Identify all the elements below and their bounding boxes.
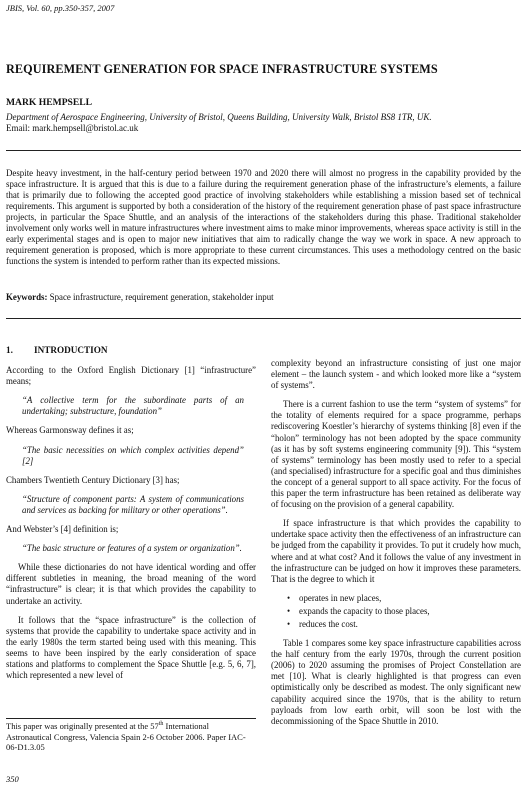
footnote-suffix: International Astronautical Congress, Valencia Spain 2-6 October 2006. Paper IAC-06-D1.3.05 [6,721,246,753]
paragraph: Whereas Garmonsway defines it as; [6,425,134,436]
list-item: • operates in new places, [287,593,521,604]
author-email: Email: mark.hempsell@bristol.ac.uk [6,123,139,133]
footnote-sup: th [158,721,164,728]
quote: “Structure of component parts: A system of communications and services as backing for military or other operations”. [22,493,244,515]
page-number: 350 [6,774,19,784]
abstract-bottom-rule [6,318,521,319]
keywords-text: Space infrastructure, requirement generation, stakeholder input [49,292,274,302]
author-affiliation: Department of Aerospace Engineering, University of Bristol, Queens Building, University Walk, Bristol BS8 1TR, UK. [6,112,432,122]
abstract-top-rule [6,150,521,151]
abstract: Despite heavy investment, in the half-century period between 1970 and 2020 there will almost no progress in the capability provided by the space infrastructure. It is argued that this is due to a failure during the requirement generation phase of the infrastructure’s elements, a failure that is primarily due to following the accepted good practice of involving stakeholders while establishing a mission based set of technical requirements. This argument is supported by both a consideration of the history of the requirement generation phase of past space infrastructure projects, in particular the Space Shuttle, and an analysis of the interactions of the stakeholders during this phase. Traditional stakeholder involvement only works well in mature infrastructures where investment aims to make minor improvements, whereas space activity is still in the early experimental stages and is open to major new initiatives that aim to radically change the way we work in space. A new approach to requirement generation is proposed, which is more appropriate to these current circumstances. This uses a methodology centred on the basic functions the system is intended to perform rather than its expected missions. [6,168,521,267]
footnote-rule [6,718,256,719]
capability-list [287,593,521,630]
running-head: JBIS, Vol. 60, pp.350-357, 2007 [6,3,115,13]
paragraph: complexity beyond an infrastructure consisting of just one major element – the launch system - and which looked more like a “system of systems”. [271,358,521,391]
paragraph: While these dictionaries do not have identical wording and offer different subtleties in meaning, the broad meaning of the word “infrastructure” is clear; it is that which provides the capability to undertake an activity. [6,562,256,606]
author-name: MARK HEMPSELL [6,97,93,108]
paragraph: If space infrastructure is that which provides the capability to undertake space activity then the effectiveness of an infrastructure can be judged from the capability it provides. To put it crudely how much, where and at what cost? And it follows the value of any investment in the infrastructure can be judged on how it improves these parameters. That is the degree to which it [271,518,521,584]
paragraph: Chambers Twentieth Century Dictionary [3] has; [6,474,180,485]
section-title: INTRODUCTION [34,345,108,355]
footnote [6,721,256,753]
section-number: 1. [6,345,13,355]
right-column [271,358,521,735]
paper-title: REQUIREMENT GENERATION FOR SPACE INFRASTRUCTURE SYSTEMS [6,62,438,76]
quote: “The basic necessities on which complex activities depend” [2] [22,444,244,466]
paragraph: There is a current fashion to use the term “system of systems” for the totality of elements required for a space programme, perhaps rediscovering Koestler’s hierarchy of systems thinking [8] even if the “holon” terminology has not been adopted by the space community (as it has by soft systems engineering community [9]). This “system of systems” terminology has been mostly used to refer to a special (and specialised) infrastructure for a specific goal and thus diminishes the concept of a general support to all space activity. For the focus of this paper the term infrastructure has been retained as deliberate way of focusing on the provision of a general capability. [271,399,521,510]
list-item: • expands the capacity to those places, [287,606,521,617]
paragraph: It follows that the “space infrastructure” is the collection of systems that provide the capability to undertake space activity and in the early 1980s the term started being used with this meaning. This seems to have been inspired by the early consideration of space stations and platforms to complement the Space Shuttle [e.g. 5, 6, 7], which represented a new level of [6,614,256,681]
quote: “A collective term for the subordinate parts of an undertaking; substructure, foundation” [22,395,244,417]
footnote-prefix: This paper was originally presented at the 57 [6,721,159,731]
paragraph: According to the Oxford English Dictionary [1] “infrastructure” means; [6,365,256,387]
keywords-label: Keywords: [6,292,48,302]
paragraph: And Webster’s [4] definition is; [6,524,119,535]
paragraph: Table 1 compares some key space infrastructure capabilities across the half century from the early 1970s, through the current position (2006) to 2020 assuming the promises of Project Constellation are met [10]. What is clearly highlighted is that progress can even optimistically only be described as modest. The only significant new capability acquired since the 1970s, that is the ability to return payloads from low earth orbit, will soon be lost with the decommissioning of the Space Shuttle in 2010. [271,638,521,726]
keywords [6,292,521,302]
section-heading [6,345,256,356]
quote: “The basic structure or features of a system or organization”. [22,543,242,554]
left-column [6,345,256,689]
list-item: • reduces the cost. [287,619,521,630]
